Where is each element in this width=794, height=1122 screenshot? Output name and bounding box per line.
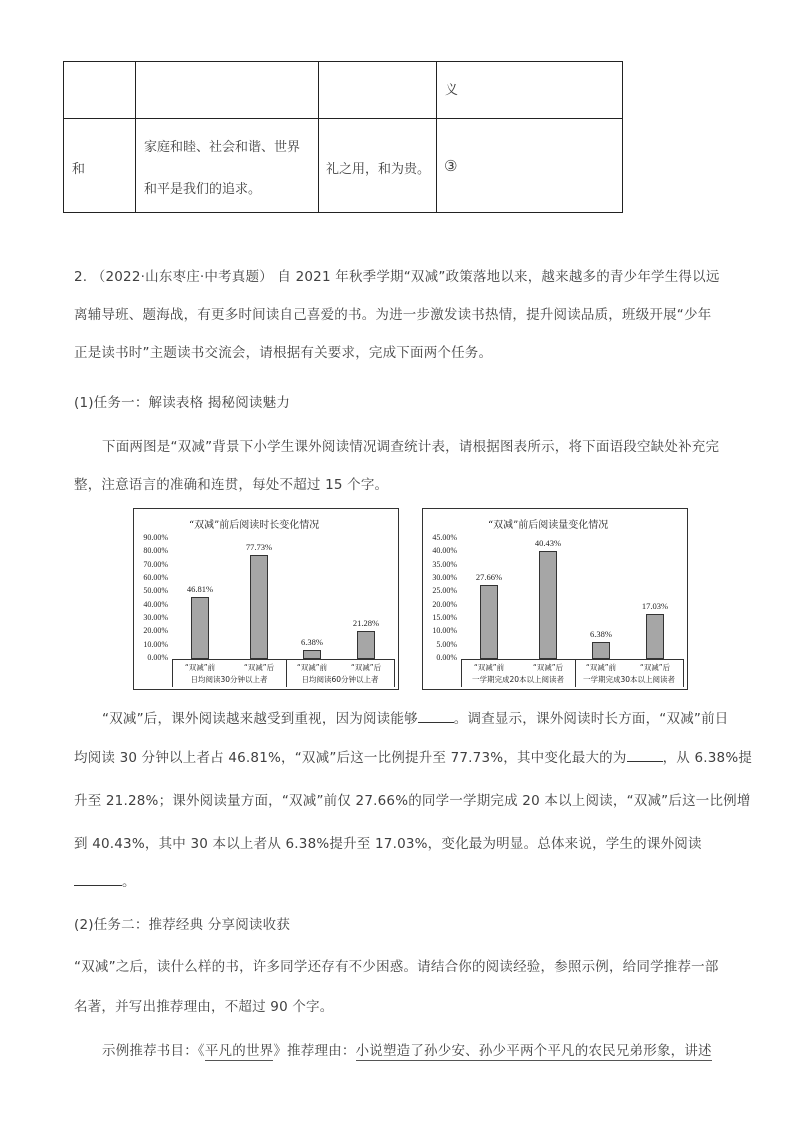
bar — [646, 614, 664, 659]
y-tick-label: 0.00% — [147, 653, 168, 662]
paragraph-text: 。 — [122, 874, 136, 890]
bar — [539, 551, 557, 659]
bar — [250, 555, 268, 659]
task1-instruction: 下面两图是“双减”背景下小学生课外阅读情况调查统计表，请根据图表所示，将下面语段空缺处补充完 — [102, 439, 720, 455]
table-cell: 和 — [72, 162, 86, 177]
group-label: 日均阅读60分钟以上者 — [301, 675, 379, 684]
x-axis-tick — [461, 659, 462, 687]
y-tick-label: 30.00% — [143, 613, 168, 622]
y-tick-label: 20.00% — [432, 599, 457, 609]
question-intro: 正是读书时”主题读书交流会，请根据有关要求，完成下面两个任务。 — [74, 345, 493, 361]
fill-paragraph-line — [74, 746, 752, 766]
answer-blank-3[interactable] — [74, 871, 122, 886]
x-axis — [172, 659, 395, 660]
example-reason: 小说塑造了孙少安、孙少平两个平凡的农民兄弟形象，讲述 — [355, 1043, 712, 1059]
y-tick-label: 20.00% — [143, 626, 168, 636]
category-label: “双减”后 — [639, 663, 671, 672]
paragraph-text: “双减”后，课外阅读越来越受到重视，因为阅读能够 — [102, 711, 418, 727]
data-label: 17.03% — [641, 600, 669, 611]
y-tick-label: 90.00% — [143, 533, 168, 542]
example-label: 示例推荐书目：《 — [102, 1043, 205, 1059]
task1-heading: (1)任务一：解读表格 揭秘阅读魅力 — [74, 395, 291, 411]
y-tick-label: 10.00% — [432, 626, 457, 636]
task1-instruction: 整，注意语言的准确和连贯，每处不超过 15 个字。 — [74, 477, 389, 493]
y-tick-label: 25.00% — [432, 586, 457, 596]
y-tick-label: 45.00% — [432, 533, 457, 542]
group-label: 一学期完成30本以上阅读者 — [582, 675, 676, 684]
chart-title: “双减”前后阅读时长变化情况 — [189, 520, 320, 531]
table-row-divider — [63, 118, 623, 119]
data-label: 77.73% — [245, 542, 273, 553]
y-tick-label: 60.00% — [143, 573, 168, 582]
table-col-divider — [318, 61, 319, 213]
table-col-divider — [135, 61, 136, 213]
y-tick-label: 10.00% — [143, 639, 168, 649]
bar — [191, 597, 209, 659]
x-axis — [461, 659, 684, 660]
table-border-bottom — [63, 212, 623, 213]
bar — [480, 585, 498, 659]
table-cell: ③ — [444, 157, 458, 175]
question-intro: 2. （2022·山东枣庄·中考真题） 自 2021 年秋季学期“双减”政策落地以来，越来越多的青少年学生得以远 — [74, 269, 720, 285]
table-cell: 义 — [445, 83, 459, 98]
data-label: 6.38% — [590, 628, 612, 639]
data-label: 46.81% — [186, 583, 214, 594]
y-tick-label: 40.00% — [143, 599, 168, 609]
fill-paragraph-line: 升至 21.28%；课外阅读量方面，“双减”前仅 27.66%的同学一学期完成 20 本以上阅读，“双减”后这一比例增 — [74, 793, 751, 809]
y-tick-label: 80.00% — [143, 546, 168, 556]
answer-blank-2[interactable] — [627, 747, 663, 762]
task2-instruction: 名著，并写出推荐理由，不超过 90 个字。 — [74, 999, 334, 1015]
y-tick-label: 35.00% — [432, 559, 457, 569]
y-tick-label: 30.00% — [432, 573, 457, 582]
paragraph-text: ，从 6.38%提 — [662, 750, 753, 766]
fill-paragraph-line — [102, 707, 728, 727]
fill-paragraph-line — [74, 870, 136, 890]
category-label: “双减”前 — [585, 663, 617, 672]
task2-heading: (2)任务二：推荐经典 分享阅读收获 — [74, 917, 291, 933]
category-label: “双减”前 — [296, 663, 328, 672]
group-label: 日均阅读30分钟以上者 — [190, 675, 268, 684]
example-recommendation — [102, 1039, 712, 1059]
question-intro: 离辅导班、题海战，有更多时间读自己喜爱的书。为进一步激发读书热情，提升阅读品质，班级开展“少年 — [74, 307, 712, 323]
paragraph-text: 。调查显示，课外阅读时长方面，“双减”前日 — [453, 711, 729, 727]
bar — [592, 642, 610, 659]
group-label: 一学期完成20本以上阅读者 — [471, 675, 565, 684]
y-tick-label: 50.00% — [143, 586, 168, 596]
y-tick-label: 70.00% — [143, 559, 168, 569]
data-label: 40.43% — [534, 538, 562, 549]
bar — [303, 650, 321, 659]
table-cell: 和平是我们的追求。 — [144, 182, 262, 197]
data-label: 21.28% — [352, 617, 380, 628]
table-border-right — [622, 61, 623, 213]
example-book-title: 平凡的世界 — [204, 1043, 274, 1059]
paragraph-text: 均阅读 30 分钟以上者占 46.81%，“双减”后这一比例提升至 77.73%，其中变化最大的为 — [74, 750, 627, 766]
y-tick-label: 15.00% — [432, 613, 457, 622]
category-label: “双减”后 — [243, 663, 275, 672]
example-label: 》推荐理由： — [273, 1043, 356, 1059]
x-axis-tick — [172, 659, 173, 687]
y-tick-label: 0.00% — [436, 653, 457, 662]
task2-instruction: “双减”之后，读什么样的书，许多同学还存有不少困惑。请结合你的阅读经验，参照示例，给同学推荐一部 — [74, 959, 719, 975]
table-border-top — [63, 61, 623, 62]
category-label: “双减”前 — [184, 663, 216, 672]
category-label: “双减”前 — [473, 663, 505, 672]
table-border-left — [63, 61, 64, 213]
fill-paragraph-line: 到 40.43%，其中 30 本以上者从 6.38%提升至 17.03%，变化最为明显。总体来说，学生的课外阅读 — [74, 836, 702, 852]
y-tick-label: 40.00% — [432, 546, 457, 556]
y-tick-label: 5.00% — [436, 639, 457, 649]
table-col-divider — [436, 61, 437, 213]
chart-title: “双减”前后阅读量变化情况 — [488, 520, 609, 531]
bar — [357, 631, 375, 659]
data-label: 27.66% — [475, 572, 503, 583]
table-cell: 家庭和睦、社会和谐、世界 — [144, 140, 301, 155]
answer-blank-1[interactable] — [418, 708, 454, 723]
chart-reading-amount — [422, 508, 688, 690]
table-cell: 礼之用，和为贵。 — [326, 162, 431, 177]
category-label: “双减”后 — [532, 663, 564, 672]
category-label: “双减”后 — [350, 663, 382, 672]
data-label: 6.38% — [301, 637, 323, 648]
chart-reading-time — [133, 508, 399, 690]
